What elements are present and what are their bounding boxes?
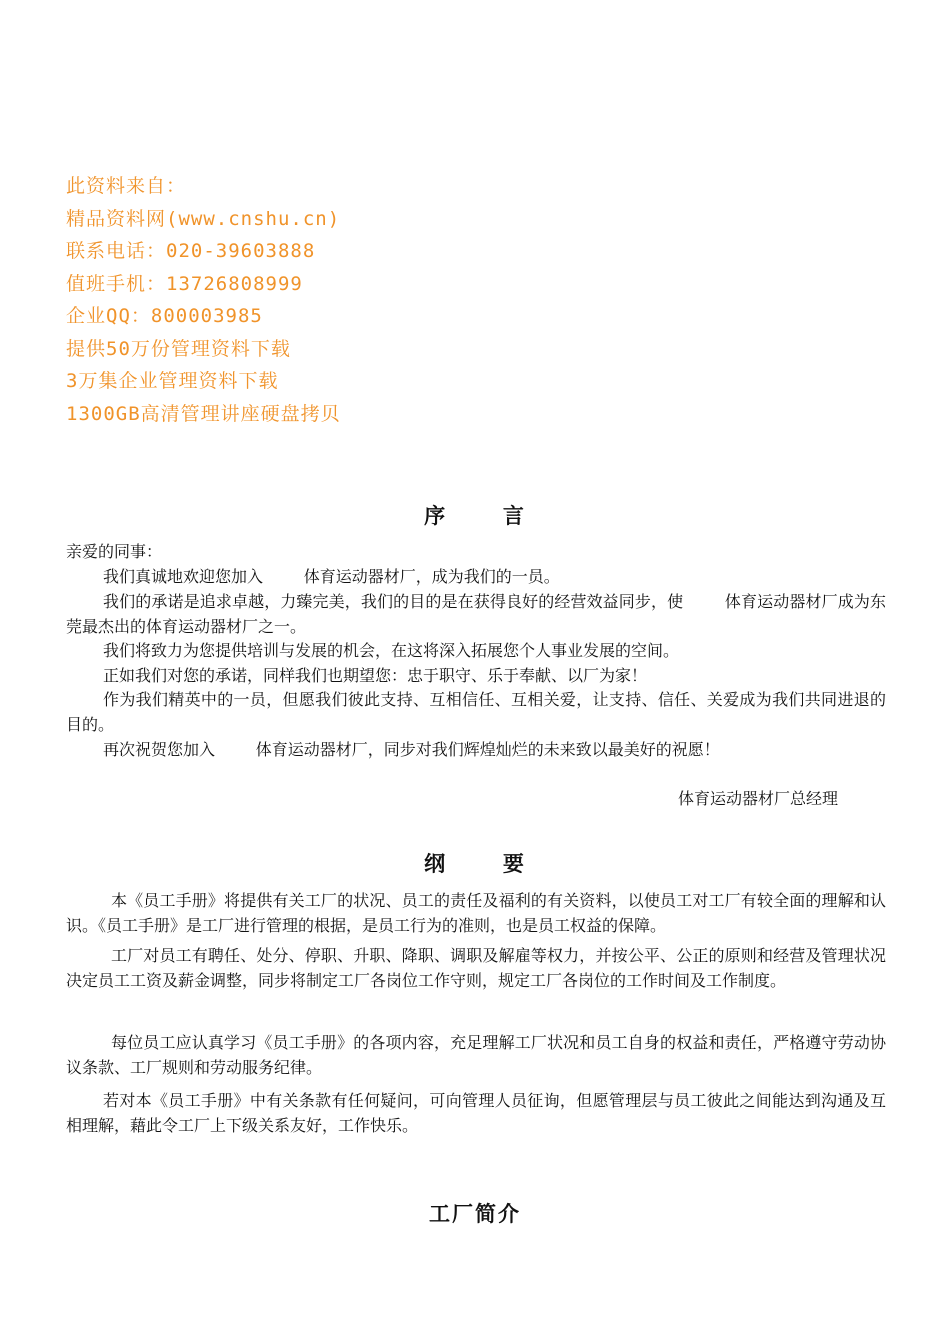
preface-paragraph: 正如我们对您的承诺，同样我们也期望您：忠于职守、乐于奉献、以厂为家！: [103, 666, 648, 685]
source-info-line: 此资料来自：: [66, 175, 187, 197]
factory-intro-title: 工厂简介: [429, 1201, 521, 1226]
preface-paragraph: 我们将致力为您提供培训与发展的机会，在这将深入拓展您个人事业发展的空间。: [103, 641, 680, 660]
outline-paragraph: 若对本《员工手册》中有关条款有任何疑问，可向管理人员征询，但愿管理层与员工彼此之间能达到沟通及互相理解，藉此令工厂上下级关系友好，工作快乐。: [66, 1091, 886, 1135]
outline-paragraph: 工厂对员工有聘任、处分、停职、升职、降职、调职及解雇等权力，并按公平、公正的原则和经营及管理状况决定员工工资及薪金调整，同步将制定工厂各岗位工作守则，规定工厂各岗位的工作时间及工作制度。: [66, 946, 886, 990]
preface-paragraph: 我们的承诺是追求卓越，力臻完美，我们的目的是在获得良好的经营效益同步，使 体育运动器材厂成为东莞最杰出的体育运动器材厂之一。: [66, 592, 886, 636]
preface-title: 序 言: [424, 503, 526, 528]
source-info-line: 提供50万份管理资料下载: [66, 337, 291, 360]
source-info-block: [66, 170, 341, 430]
outline-title: 纲 要: [424, 851, 526, 876]
outline-paragraph: 本《员工手册》将提供有关工厂的状况、员工的责任及福利的有关资料，以使员工对工厂有较全面的理解和认识。《员工手册》是工厂进行管理的根据，是员工行为的准则，也是员工权益的保障。: [66, 891, 886, 935]
outline-paragraph: 每位员工应认真学习《员工手册》的各项内容，充足理解工厂状况和员工自身的权益和责任，严格遵守劳动协议条款、工厂规则和劳动服务纪律。: [66, 1033, 886, 1077]
source-info-line: 联系电话：020-39603888: [66, 240, 316, 262]
preface-signature: 体育运动器材厂总经理: [678, 789, 839, 808]
preface-paragraph: 作为我们精英中的一员，但愿我们彼此支持、互相信任、互相关爱，让支持、信任、关爱成为我们共同进退的目的。: [66, 690, 886, 734]
source-info-line: 1300GB高清管理讲座硬盘拷贝: [66, 402, 341, 425]
source-info-line: 值班手机：13726808999: [66, 272, 303, 295]
preface-paragraph: 再次祝贺您加入 体育运动器材厂，同步对我们辉煌灿烂的未来致以最美好的祝愿！: [103, 740, 720, 759]
preface-greeting: 亲爱的同事：: [66, 542, 163, 561]
source-info-line: 3万集企业管理资料下载: [66, 370, 279, 392]
source-info-line: 企业QQ：800003985: [66, 305, 263, 327]
source-info-line: 精品资料网(www.cnshu.cn): [66, 207, 341, 230]
preface-paragraph: 我们真诚地欢迎您加入 体育运动器材厂，成为我们的一员。: [103, 567, 560, 586]
